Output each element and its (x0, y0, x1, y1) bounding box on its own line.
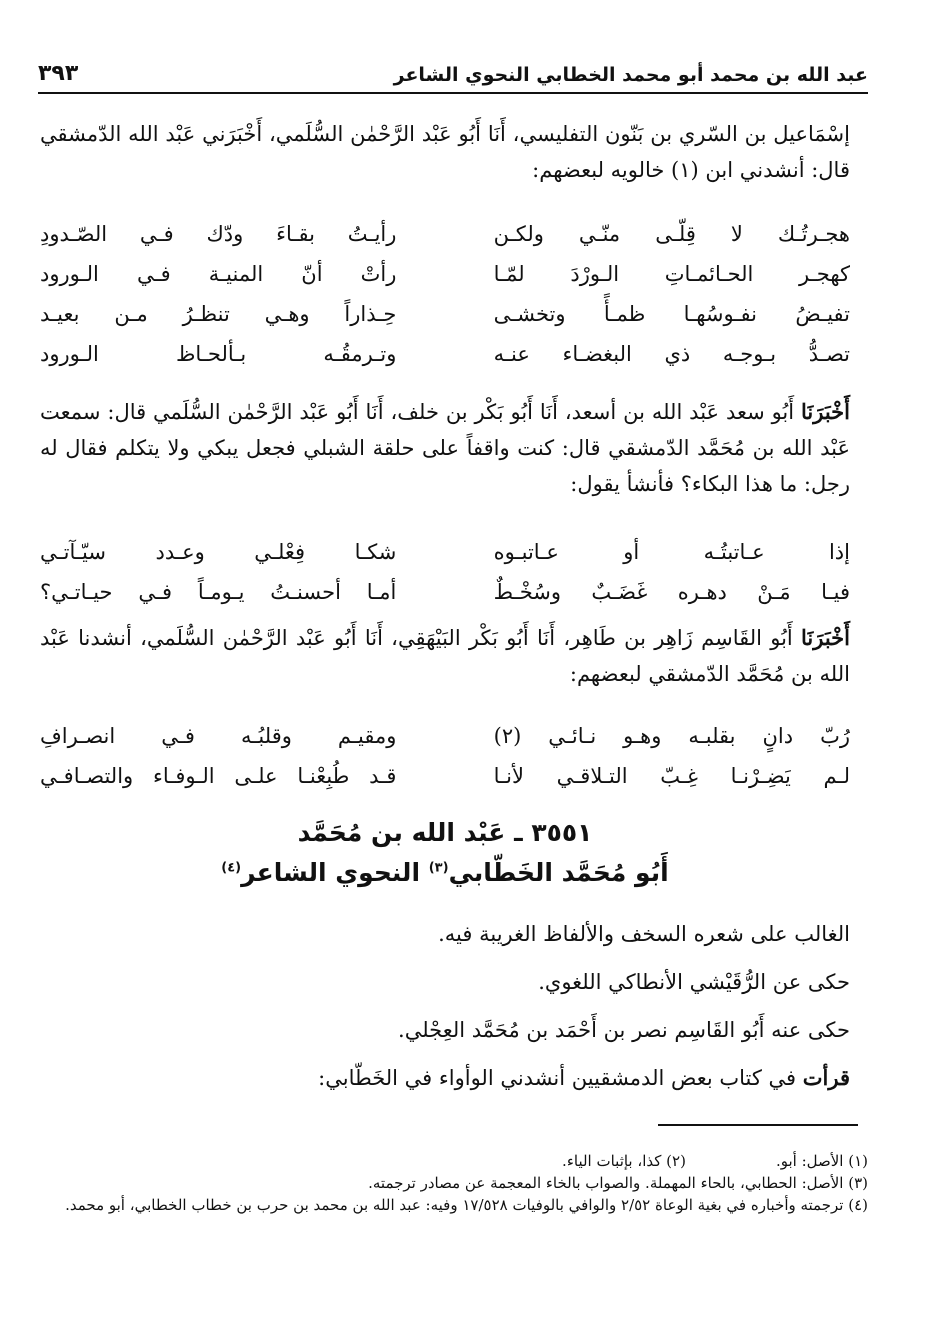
verse-line (40, 532, 850, 572)
paragraph-1: إسْمَاعيل بن السّري بن بَنّون التفليسي، أَنَا أَبُو عَبْد الرَّحْمٰن السُّلَمي، أَخْبَرَني عَبْد الله الدّمشقي قال: أنشدني ابن (١) خالويه لبعضهم: (40, 122, 850, 182)
entry-kunya: أَبُو مُحَمَّد الخَطّابي (448, 858, 669, 887)
footnote-ref: (٤) (221, 860, 242, 876)
verse-second-hemistich: أمـا أحسنـتُ يـومـاً فـي حيـاتـي؟ (40, 580, 397, 604)
verse-second-hemistich: شكـا فِعْلـي وعـدد سيّـآتـي (40, 540, 397, 564)
footnote-1: (١) الأصل: أبو. (775, 1152, 868, 1170)
page-header (38, 52, 868, 94)
footnote-4: (٤) ترجمته وأخباره في بغية الوعاة ٢/٥٢ والوافي بالوفيات ١٧/٥٢٨ وفيه: عبد الله بن محمد بن حرب بن خطاب الخطابي، أبو محمد. (65, 1196, 868, 1214)
verse-second-hemistich: رأتْ أنّ المنيـة فـي الـورود (40, 262, 397, 286)
verse-first-hemistich: رُبّ دانٍ بقلبـه وهـو نـائـي (٢) (493, 724, 850, 748)
isnad-keyword: أَخْبَرَنَا (801, 625, 850, 650)
poem-3 (40, 716, 850, 796)
verse-second-hemistich: وتـرمقُـه بـألحـاظ الـورود (40, 342, 397, 366)
entry-line: حكى عنه أَبُو القَاسِم نصر بن أَحْمَد بن مُحَمَّد العِجْلي. (398, 1018, 850, 1042)
entry-line: الغالب على شعره السخف والألفاظ الغريبة فيه. (438, 922, 850, 946)
verse-second-hemistich: قـد طُبِعْنـا علـى الـوفـاء والتصـافـي (40, 764, 397, 788)
verse-first-hemistich: كهجـر الحـائمـاتِ الـورْدَ لمّـا (493, 262, 850, 286)
entry-line: حكى عن الرُّقَيْشي الأنطاكي اللغوي. (538, 970, 850, 994)
paragraph-3 (40, 620, 850, 692)
verse-second-hemistich: رأيـتُ بقـاءَ ودّك فـي الصّـدودِ (40, 222, 397, 246)
running-title: عبد الله بن محمد أبو محمد الخطابي النحوي الشاعر (393, 64, 868, 86)
verse-line (40, 214, 850, 254)
verse-first-hemistich: هجـرتُـك لا قِلّـى منّـي ولكـن (493, 222, 850, 246)
entry-title-number-name: ٣٥٥١ ـ عَبْد الله بن مُحَمَّد (297, 818, 593, 847)
verse-first-hemistich: إذا عـاتبتُـه أو عـاتبـوه (493, 540, 850, 564)
verse-line (40, 294, 850, 334)
verse-line (40, 334, 850, 374)
verse-first-hemistich: تفيـضُ نفـوسُهـا ظمـأً وتخشـى (493, 302, 850, 326)
reading-keyword: قرأت (802, 1065, 850, 1090)
verse-line (40, 572, 850, 612)
poem-2 (40, 532, 850, 612)
verse-second-hemistich: حِـذاراً وهـي تنظـرُ مـن بعيـد (40, 302, 397, 326)
isnad-keyword: أَخْبَرَنَا (801, 399, 850, 424)
footnote-2: (٢) كذا، بإثبات الياء. (562, 1152, 686, 1170)
entry-line-text: في كتاب بعض الدمشقيين أنشدني الوأواء في الخَطّابي: (318, 1066, 803, 1090)
entry-epithet: النحوي الشاعر (241, 858, 429, 887)
verse-first-hemistich: فيـا مَـنْ دهـره غَضَـبٌ وسُخْـطٌ (493, 580, 850, 604)
page-number: ٣٩٣ (38, 61, 79, 86)
footnote-3: (٣) الأصل: الحطابي، بالحاء المهملة. والصواب بالخاء المعجمة عن مصادر ترجمته. (368, 1174, 868, 1192)
footnote-row (40, 1150, 868, 1172)
verse-first-hemistich: لـم يَضِـرْنـا غِـبّ التـلاقـي لأنـا (493, 764, 850, 788)
entry-body (40, 910, 850, 1102)
paragraph-2-text: أَبُو سعد عَبْد الله بن أسعد، أَنَا أَبُو بَكْر بن خلف، أَنَا أَبُو عَبْد الرَّحْمٰن السُّلَمي قال: سمعت عَبْد الله بن مُحَمَّد الدّمشقي قال: كنت واقفاً على حلقة الشبلي فجعل يبكي ولا يتكلم فقال له رجل: ما هذا البكاء؟ فأنشأ يقول: (40, 400, 850, 496)
footnote-divider (658, 1124, 858, 1126)
poem-1 (40, 214, 850, 374)
entry-line (40, 1054, 850, 1102)
paragraph-2 (40, 394, 850, 502)
verse-line (40, 716, 850, 756)
verse-line (40, 254, 850, 294)
verse-second-hemistich: ومقيـم وقلبُـه فـي انصـرافِ (40, 724, 397, 748)
paragraph-3-text: أَبُو القَاسِم زَاهِر بن طَاهِر، أَنَا أَبُو بَكْر البَيْهَقِي، أَنَا أَبُو عَبْد الرَّحْمٰن السُّلَمي، أنشدنا عَبْد الله بن مُحَمَّد الدّمشقي لبعضهم: (40, 626, 850, 686)
verse-line (40, 756, 850, 796)
footnote-ref: (٣) (428, 860, 449, 876)
verse-first-hemistich: تصـدُّ بـوجـه ذي البغضـاء عنـه (493, 342, 850, 366)
entry-title-kunya (40, 858, 850, 887)
footnotes (40, 1150, 868, 1216)
